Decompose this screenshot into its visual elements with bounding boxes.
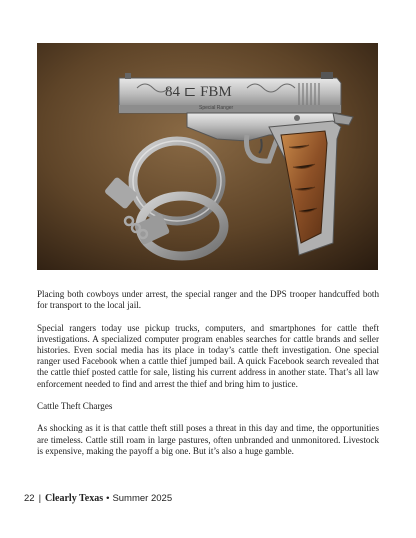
- page-footer: [24, 493, 172, 504]
- article-photo: [37, 43, 378, 270]
- paragraph-arrest: Placing both cowboys under arrest, the special ranger and the DPS trooper handcuffed both for transport to the local jail.: [37, 289, 379, 311]
- article-body: [37, 289, 379, 468]
- issue-date: Summer 2025: [112, 493, 173, 504]
- slide-engraving-small: Special Ranger: [199, 105, 234, 111]
- page-number: 22: [24, 493, 35, 504]
- subheading-cattle-theft-charges: Cattle Theft Charges: [37, 401, 113, 411]
- footer-dot: •: [106, 493, 110, 504]
- slide-engraving: 84 ⊏ FBM: [165, 84, 232, 100]
- publication-name: Clearly Texas: [45, 493, 104, 504]
- paragraph-opportunities: As shocking as it is that cattle theft still poses a threat in this day and time, the opportunities are timeless. Cattle still roam in large pastures, often unbranded and unmonitored. Livestock is expensive, making the payoff a big one. But it’s also a huge gamble.: [37, 423, 379, 456]
- footer-separator: |: [38, 493, 42, 504]
- paragraph-special-rangers: Special rangers today use pickup trucks, computers, and smartphones for cattle theft investigations. A specialized computer program enables searches for cattle brands and seller histories. Even social media has its place in today’s cattle theft investigation. One special ranger used Facebook when a cattle thief jumped bail. A quick Facebook search revealed that the cattle thief posted cattle for sale, listing his current address in another state. That’s all law enforcement needed to find and arrest the thief and bring him to justice.: [37, 322, 379, 389]
